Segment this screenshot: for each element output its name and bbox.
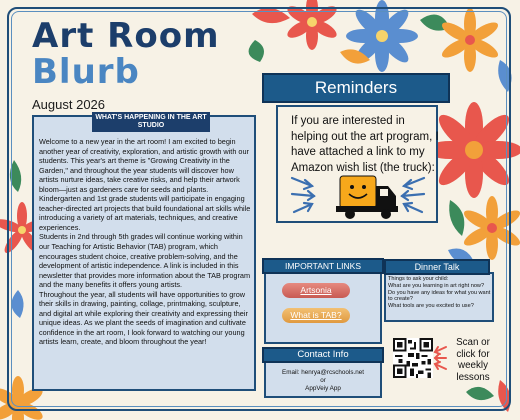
dinner-talk-heading: Dinner Talk	[384, 259, 490, 275]
dinner-talk-line: Do you have any ideas for what you want to create?	[388, 289, 491, 303]
article-paragraph: Throughout the year, all students will have opportunities to grow their skills in drawing, painting, collage, printmaking, sculpture, and digital art while exploring their creativity and expressing their unique ideas. As we plant the seeds of imagination and cultivate confidence in the art room, I look forward to watching our young artists learn, create, and bloom throughout the year!	[39, 289, 248, 347]
title-line-2: Blurb	[32, 52, 140, 92]
dinner-talk-text	[388, 276, 492, 310]
contact-info-text	[268, 369, 378, 392]
contact-or: or	[320, 376, 326, 384]
scan-for-lessons-text: Scan or click for weekly lessons	[456, 337, 490, 383]
dinner-talk-line: What are you learning in art right now?	[388, 282, 485, 289]
article-paragraph: Welcome to a new year in the art room! I am excited to begin another year of creativity, exploration, and artistic growth with our students. This year's art theme is "Growing Creativity in the Garden," and throughout the year students will discover how artists nurture ideas, take creative risks, and help their artwork bloom—just as gardeners care for seeds and plants.	[39, 137, 249, 194]
article-paragraph: Students in 2nd through 5th grades will continue working within our Teaching for Artistic Behavior (TAB) program, which encourages student choice, creative problem-solving, and the development of artistic independence. A link is included in this newsletter that provides more information about the TAB program and the many benefits it offers young artists.	[39, 232, 251, 290]
qr-code-icon[interactable]	[393, 338, 433, 378]
contact-info-heading: Contact Info	[262, 347, 384, 363]
red-arrow-icon	[432, 343, 448, 373]
what-is-tab-link[interactable]: What is TAB?	[282, 308, 350, 323]
smiling-delivery-truck-icon[interactable]	[290, 172, 426, 222]
artsonia-link[interactable]: Artsonia	[282, 283, 350, 298]
reminders-heading: Reminders	[262, 73, 450, 103]
contact-app: AppVeiy App	[305, 384, 341, 392]
reminders-text: If you are interested in helping out the art program, I have attached a link to my Amazon wish list (the truck):	[291, 115, 439, 174]
issue-date: August 2026	[32, 97, 106, 112]
dinner-talk-line: What tools are you excited to use?	[388, 303, 474, 310]
dinner-talk-line: Things to ask your child:	[388, 276, 449, 282]
main-article-heading: WHAT'S HAPPENING IN THE ART STUDIO	[92, 112, 210, 132]
important-links-heading: IMPORTANT LINKS	[262, 258, 384, 274]
contact-email[interactable]: Email: henrya@rcschools.net	[282, 369, 364, 376]
title-line-1: Art Room	[32, 16, 220, 56]
article-paragraph: Kindergarten and 1st grade students will participate in engaging teacher-directed art projects that build foundational art skills while introducing a variety of art materials, techniques, and creative experiences.	[39, 194, 251, 232]
main-article-text	[39, 137, 251, 347]
